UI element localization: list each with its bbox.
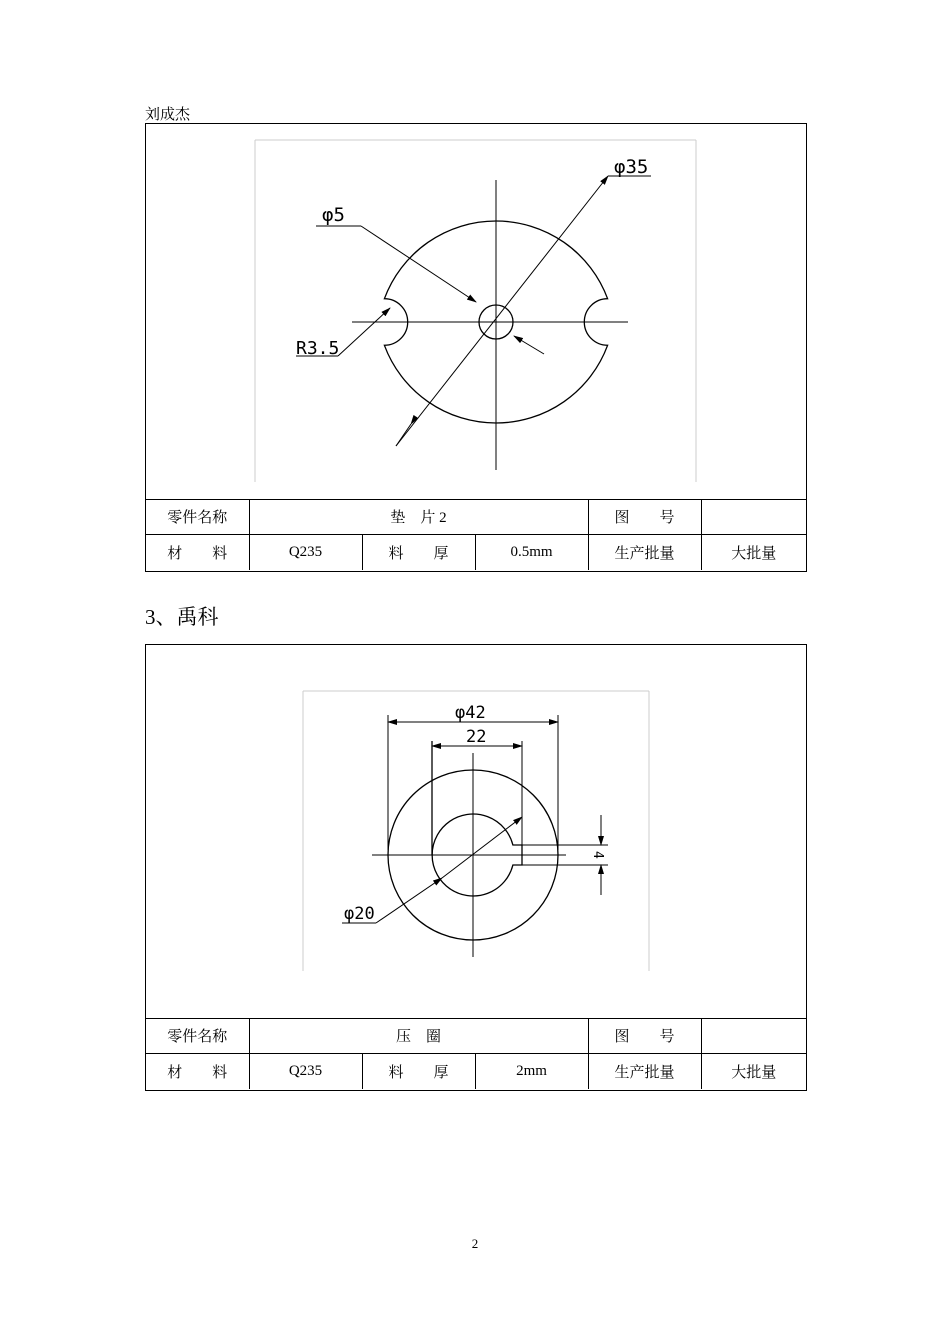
part1-thickness-label: 料 厚 [362,535,475,571]
part2-batch-value: 大批量 [701,1054,806,1090]
part1-dim-outer: φ35 [614,156,649,178]
part2-drawing-no-value [701,1018,806,1054]
part2-dim-slot: 4 [590,851,605,859]
part2-thickness-label: 料 厚 [362,1054,475,1090]
part2-dim-outer: φ42 [455,703,486,723]
part2-name-value: 压 圈 [249,1018,588,1054]
part1-drawing-area [146,124,806,500]
part2-drawing-no-label: 图 号 [588,1018,701,1054]
part1-thickness-value: 0.5mm [475,535,588,571]
part2-card [145,644,807,1091]
part1-drawing [146,124,806,499]
part1-batch-label: 生产批量 [588,535,701,571]
part2-material-value: Q235 [249,1054,362,1090]
part1-material-value: Q235 [249,535,362,571]
part1-dim-notch: R3.5 [296,338,340,359]
part2-drawing-area [146,645,806,1019]
part2-batch-label: 生产批量 [588,1054,701,1090]
part2-material-label: 材 料 [146,1054,249,1090]
part2-info-table [146,1018,806,1089]
part1-drawing-no-label: 图 号 [588,499,701,535]
part1-material-label: 材 料 [146,535,249,571]
part1-name-label: 零件名称 [146,499,249,535]
page-number: 2 [471,1236,479,1251]
part1-drawing-no-value [701,499,806,535]
part2-dim-width: 22 [466,727,487,747]
part1-card [145,123,807,572]
part2-thickness-value: 2mm [475,1054,588,1090]
section-title: 3、禹科 [145,605,219,629]
part2-name-label: 零件名称 [146,1018,249,1054]
part1-dim-hole: φ5 [322,204,345,226]
part1-info-table [146,499,806,570]
part2-drawing [146,645,806,1018]
author-name: 刘成杰 [145,107,191,123]
part2-dim-inner: φ20 [344,904,375,924]
part1-name-value: 垫 片 2 [249,499,588,535]
part1-batch-value: 大批量 [701,535,806,571]
